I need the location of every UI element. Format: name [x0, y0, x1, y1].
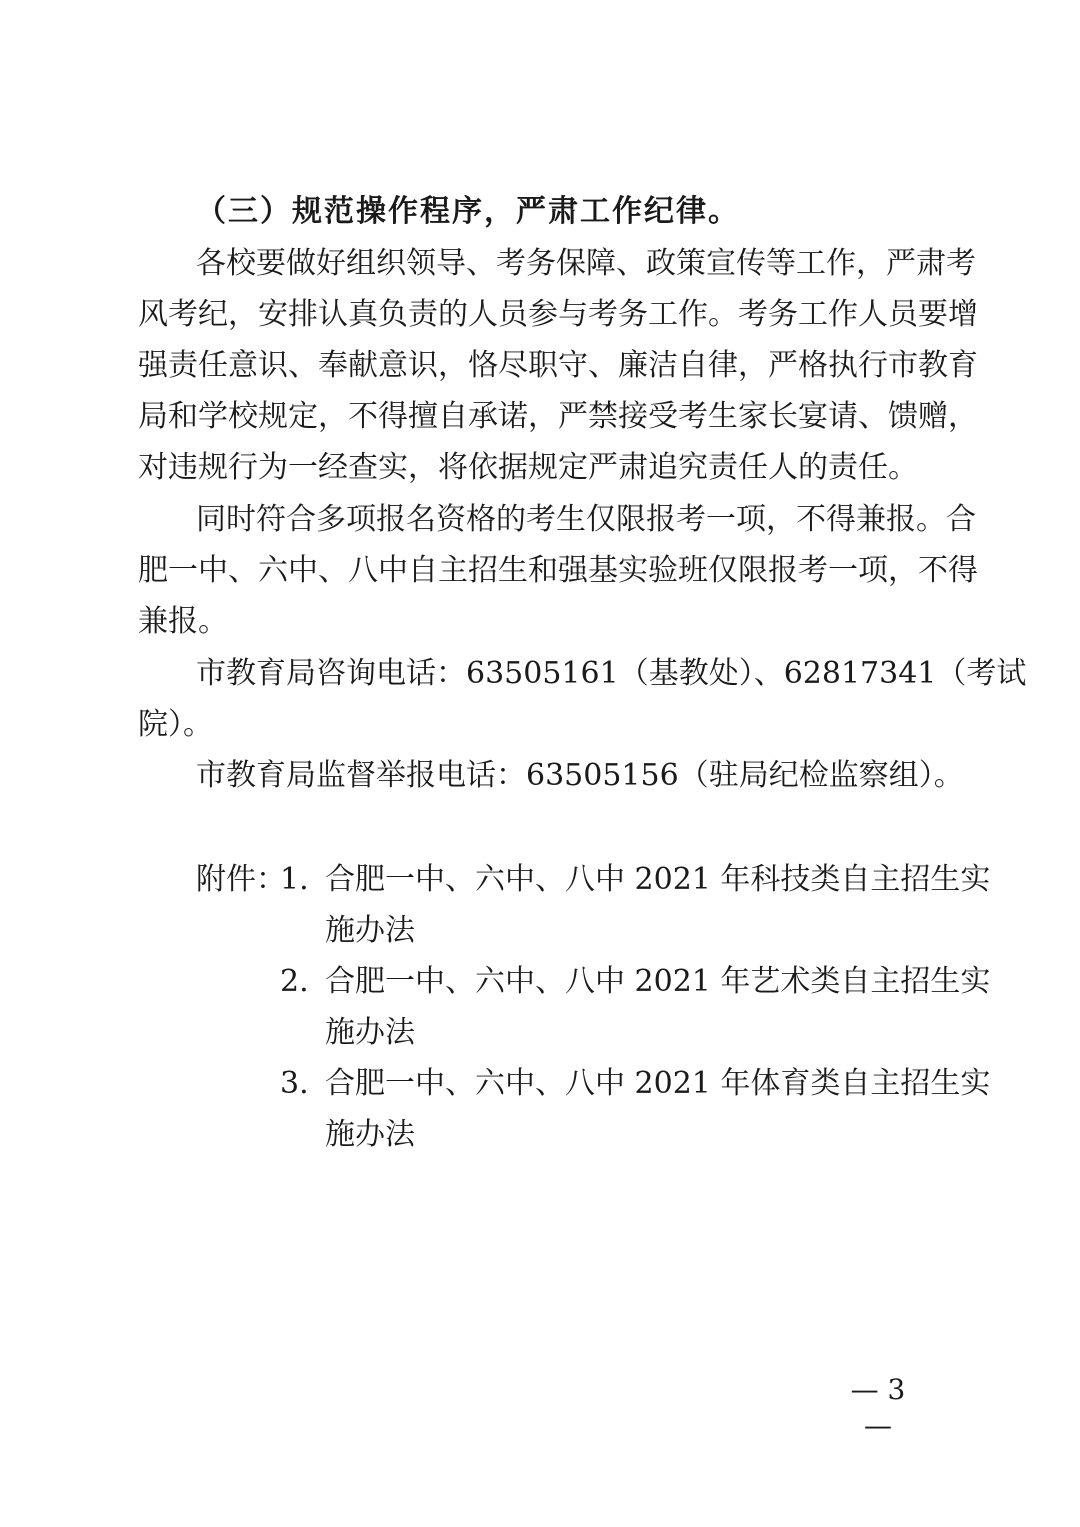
page-number: — 3 — [850, 1373, 906, 1442]
paragraph-3-line-1: 市教育局咨询电话：63505161（基教处）、62817341（考试 [196, 656, 1027, 691]
paragraph-2-line-2: 肥一中、六中、八中自主招生和强基实验班仅限报考一项，不得 [138, 553, 978, 588]
attachment-1-number: 1. [280, 862, 309, 897]
attachment-1-title-cont: 施办法 [325, 913, 415, 948]
section-heading: （三）规范操作程序，严肃工作纪律。 [196, 194, 740, 229]
attachment-2-title-cont: 施办法 [325, 1015, 415, 1050]
paragraph-1-line-1: 各校要做好组织领导、考务保障、政策宣传等工作，严肃考 [196, 246, 976, 281]
paragraph-1-line-3: 强责任意识、奉献意识，恪尽职守、廉洁自律，严格执行市教育 [138, 348, 978, 383]
attachment-3-number: 3. [280, 1066, 309, 1101]
attachment-3-title-cont: 施办法 [325, 1117, 415, 1152]
paragraph-2-line-1: 同时符合多项报名资格的考生仅限报考一项，不得兼报。合 [196, 502, 976, 537]
attachment-3-title: 合肥一中、六中、八中 2021 年体育类自主招生实 [325, 1066, 991, 1101]
paragraph-3-line-2: 院）。 [138, 707, 213, 742]
attachment-2-title: 合肥一中、六中、八中 2021 年艺术类自主招生实 [325, 964, 991, 999]
paragraph-1-line-2: 风考纪，安排认真负责的人员参与考务工作。考务工作人员要增 [138, 297, 978, 332]
attachment-2-number: 2. [280, 964, 309, 999]
paragraph-1-line-4: 局和学校规定，不得擅自承诺，严禁接受考生家长宴请、馈赠， [138, 399, 978, 434]
paragraph-1-line-5: 对违规行为一经查实，将依据规定严肃追究责任人的责任。 [138, 450, 918, 485]
paragraph-4-line-1: 市教育局监督举报电话：63505156（驻局纪检监察组）。 [196, 758, 964, 793]
attachments-label: 附件： [196, 862, 286, 897]
paragraph-2-line-3: 兼报。 [138, 604, 228, 639]
attachment-1-title: 合肥一中、六中、八中 2021 年科技类自主招生实 [325, 862, 991, 897]
